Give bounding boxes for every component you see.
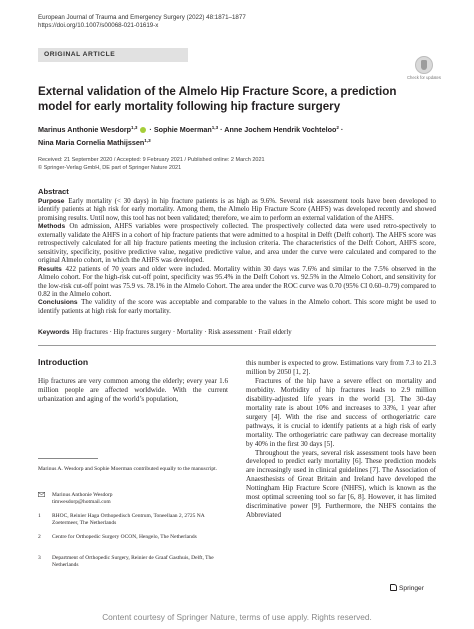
introduction-heading: Introduction [38, 357, 89, 367]
keywords [38, 329, 436, 337]
history-dates: Received: 21 September 2020 / Accepted: 9 February 2021 / Published online: 2 March 2021 [38, 157, 265, 163]
keywords-list: Hip fractures · Hip fractures surgery · Mortality · Risk assessment · Frail elderly [72, 329, 292, 336]
author-affiliation-ref: 1,3 [144, 137, 151, 143]
article-type-label: ORIGINAL ARTICLE [44, 51, 116, 58]
envelope-icon [38, 492, 48, 500]
author-name[interactable]: Sophie Moerman [153, 125, 212, 134]
affiliation-number: 3 [38, 555, 41, 561]
article-title: External validation of the Almelo Hip Fracture Score, a prediction model for early mortality following hip fracture surgery [38, 85, 397, 113]
article-type-banner [38, 48, 188, 62]
corresponding-name: Marinus Anthonie Wesdorp [52, 492, 113, 498]
affiliation [38, 555, 228, 569]
corresponding-email[interactable]: timwesdorp@hotmail.com [52, 499, 111, 506]
check-for-updates-icon [415, 56, 433, 74]
contribution-text: Marinus A. Wesdorp and Sophie Moerman contributed equally to the manuscript. [38, 466, 218, 472]
abstract [38, 187, 436, 315]
author-separator: · [338, 125, 344, 134]
body-paragraph: Throughout the years, several risk assessment tools have been developed to predict early mortality [6]. These prediction models are increasingly used in clinical guidelines [7]. The Association of Anaesthesists of Great Britain and Ireland have developed the Nottingham Hip Fracture Score (NHFS), which is known as the most optimal screening tool so far [6, 8]. However, it has limited discriminative power [9]. Furthermore, the NHFS contains the Abbreviated [246, 448, 436, 520]
affiliation [38, 513, 228, 527]
abstract-heading: Abstract [38, 187, 69, 196]
author-name[interactable]: Nina Maria Cornelia Mathijssen [38, 137, 145, 147]
doi-link[interactable]: https://doi.org/10.1007/s00068-021-01619-x [38, 22, 159, 30]
footnote-divider [38, 458, 98, 459]
contribution-note [38, 466, 228, 473]
courtesy-notice: Content courtesy of Springer Nature, terms of use apply. Rights reserved. [102, 612, 372, 622]
affiliation-number: 2 [38, 534, 41, 540]
author-affiliation-ref: 1,3 [131, 125, 138, 130]
section-text: Early mortality (< 30 days) in hip fracture patients is as high as 9.6%. Several risk assessment tools have been developed to identify patients at high risk for early mortality. Among them, the Almelo Hip Fracture Score (AHFS) was developed recently and showed promising results. Until now, this tool has not been validated; therefore, we aim to perform an external validation of the AHFS. [38, 197, 437, 222]
body-paragraph: this number is expected to grow. Estimations vary from 7.3 to 21.3 million by 2050 [1, 2]. [246, 359, 436, 376]
author-separator: · [218, 125, 225, 134]
affiliation-text: Centre for Orthopedic Surgery OCON, Hengelo, The Netherlands [52, 534, 197, 540]
intro-paragraph: Hip fractures are very common among the elderly; every year 1.6 million people are affected worldwide. With the current urbanization and aging of the world’s population, [38, 377, 228, 403]
left-column [38, 357, 228, 404]
affiliation-number: 1 [38, 513, 41, 519]
author-name[interactable]: Marinus Anthonie Wesdorp [38, 125, 132, 134]
section-label: Methods [38, 223, 66, 231]
corresponding-author [38, 492, 228, 506]
copyright-line: © Springer-Verlag GmbH, DE part of Springer Nature 2021 [38, 164, 182, 171]
keywords-label: Keywords [38, 329, 70, 336]
abstract-purpose [38, 197, 436, 222]
section-label: Results [38, 265, 62, 273]
crossmark-label: Check for updates [407, 75, 441, 80]
springer-horse-icon [390, 584, 397, 591]
abstract-results [38, 265, 436, 299]
section-label: Purpose [38, 198, 65, 205]
section-label: Conclusions [38, 299, 78, 307]
abstract-conclusions [38, 298, 436, 315]
author-name[interactable]: Anne Jochem Hendrik Vochteloo [224, 125, 337, 134]
author-list [38, 123, 398, 148]
affiliation-text: RHOC, Reinier Haga Orthopedisch Centrum, Toneellaan 2, 2725 NA Zoetermeer, The Netherlands [52, 513, 205, 527]
journal-header [38, 14, 438, 31]
right-column [246, 359, 436, 520]
section-text: The validity of the score was acceptable and comparable to the values in the Almelo cohort. This score might be used to identify patients at high risk for early mortality. [38, 298, 436, 315]
crossmark-badge[interactable] [407, 56, 441, 90]
publisher-name: Springer [399, 585, 424, 592]
section-text: On admission, AHFS variables were prospectively collected. The prospectively collected data were used retro-spectively to externally validate the AHFS in a cohort of hip fracture patients that were admitted to a hospital in Delft (Delft cohort). The AHFS score was retrospectively calculated for all hip fracture patients meeting the inclusion criteria. The characteristics of the Delft Cohort, AHFS score, sensitivity, specificity, positive predictive value, negative predictive value, and area under the curve were calculated and compared to the original Almelo cohort, in which the AHFS was developed. [38, 222, 437, 265]
author-affiliation-ref: 2 [336, 125, 339, 130]
section-text: 422 patients of 70 years and older were included. Mortality within 30 days was 7.6% and similar to the 7.5% observed in the Almelo cohort. For the high-risk cut-off point, specificity was 95.4% in the Delft Cohort vs. 92.5% in the Almelo Cohort, and sensitivity for the low-risk cut-off point was 75.9 vs. 78.1% in the Almelo Cohort. The area under the ROC curve was 0.70 (95% CI 0.60–0.79) compared to 0.82 in the Almelo cohort. [38, 264, 437, 298]
journal-citation: European Journal of Trauma and Emergency Surgery (2022) 48:1871–1877 [38, 14, 246, 21]
author-separator: · [147, 125, 154, 134]
body-paragraph: Fractures of the hip have a severe effect on mortality and morbidity. Morbidity of hip fractures leads to 2.9 million disability-adjusted life years in the world [3]. The 30-day mortality rate is about 10% and increases to 33%, 1 year after surgery [4]. With the rise and success of orthogeriatric care pathways, it is crucial to identify patients at a high risk of early mortality. The orthogeriatric care pathway can decrease mortality by 40% in the first 30 days [5]. [246, 376, 436, 448]
affiliation [38, 534, 228, 541]
orcid-icon[interactable] [140, 127, 146, 133]
abstract-methods [38, 222, 436, 264]
publication-dates [38, 157, 438, 173]
publisher-logo [390, 584, 424, 593]
affiliation-text: Department of Orthopedic Surgery, Reinier de Graaf Gasthuis, Delft, The Netherlands [52, 555, 214, 569]
author-affiliation-ref: 1,3 [211, 125, 219, 130]
section-divider [38, 345, 436, 346]
